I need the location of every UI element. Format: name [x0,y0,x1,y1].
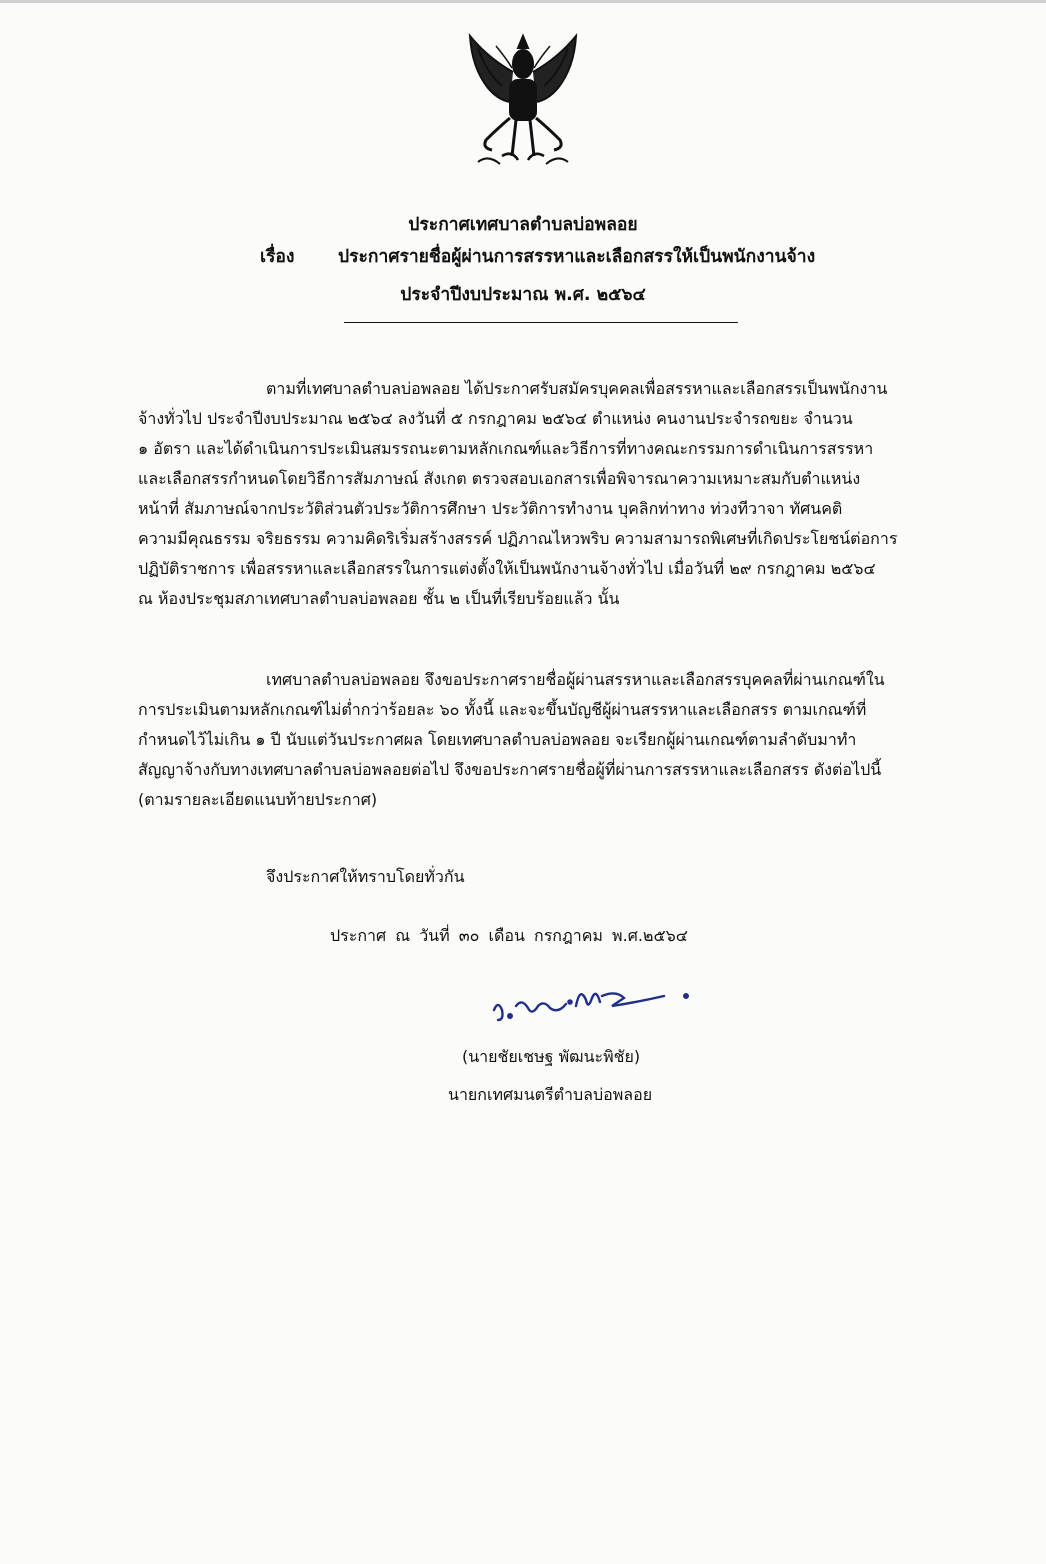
header-divider [344,322,738,323]
paragraph-line: และเลือกสรรกำหนดโดยวิธีการสัมภาษณ์ สังเกต ตรวจสอบเอกสารเพื่อพิจารณาความเหมาะสมกับตำแหน่ง [138,469,861,488]
signer-position: นายกเทศมนตรีตำบลบ่อพลอย [448,1085,653,1104]
signer-name: (นายชัยเชษฐ พัฒนะพิชัย) [462,1047,641,1066]
paragraph-line: ๑ อัตรา และได้ดำเนินการประเมินสมรรถนะตามหลักเกณฑ์และวิธีการที่ทางคณะกรรมการดำเนินการสรรหา [138,439,874,458]
scan-edge [0,0,1046,3]
paragraph-line: ความมีคุณธรรม จริยธรรม ความคิดริเริ่มสร้างสรรค์ ปฏิภาณไหวพริบ ความสามารถพิเศษที่เกิดประโยชน์ต่อการ [138,529,898,548]
paragraph-line: จ้างทั่วไป ประจำปีงบประมาณ ๒๕๖๔ ลงวันที่ ๕ กรกฎาคม ๒๕๖๔ ตำแหน่ง คนงานประจำรถขยะ จำนวน [138,409,853,428]
paragraph-line: หน้าที่ สัมภาษณ์จากประวัติส่วนตัวประวัติการศึกษา ประวัติการทำงาน บุคลิกท่าทาง ท่วงทีวาจา ทัศนคติ [138,499,843,518]
paragraph-line: เทศบาลตำบลบ่อพลอย จึงขอประกาศรายชื่อผู้ผ่านสรรหาและเลือกสรรบุคคลที่ผ่านเกณฑ์ใน [266,670,885,689]
garuda-emblem-icon [458,28,588,173]
paragraph-line: กำหนดไว้ไม่เกิน ๑ ปี นับแต่วันประกาศผล โดยเทศบาลตำบลบ่อพลอย จะเรียกผู้ผ่านเกณฑ์ตามลำดับมาทำ [138,730,857,749]
paragraph-line: ปฏิบัติราชการ เพื่อสรรหาและเลือกสรรในการแต่งตั้งให้เป็นพนักงานจ้างทั่วไป เมื่อวันที่ ๒๙ กรกฎาคม ๒๕๖๔ [138,559,876,578]
paragraph-line: สัญญาจ้างกับทางเทศบาลตำบลบ่อพลอยต่อไป จึงขอประกาศรายชื่อผู้ที่ผ่านการสรรหาและเลือกสรร ดังต่อไปนี้ [138,760,882,779]
subject-text: ประกาศรายชื่อผู้ผ่านการสรรหาและเลือกสรรให้เป็นพนักงานจ้าง [338,247,816,267]
notice-line: จึงประกาศให้ทราบโดยทั่วกัน [266,867,465,886]
paragraph-line: การประเมินตามหลักเกณฑ์ไม่ต่ำกว่าร้อยละ ๖๐ ทั้งนี้ และจะขึ้นบัญชีผู้ผ่านสรรหาและเลือกสรร ตามเกณฑ์ที่ [138,700,867,719]
subject-label: เรื่อง [260,247,295,267]
fiscal-year-line: ประจำปีงบประมาณ พ.ศ. ๒๕๖๔ [400,285,646,305]
paragraph-line: (ตามรายละเอียดแนบท้ายประกาศ) [138,790,378,809]
paragraph-line: ตามที่เทศบาลตำบลบ่อพลอย ได้ประกาศรับสมัครบุคคลเพื่อสรรหาและเลือกสรรเป็นพนักงาน [266,379,888,398]
paragraph-1 [138,374,950,614]
paragraph-line: ณ ห้องประชุมสภาเทศบาลตำบลบ่อพลอย ชั้น ๒ เป็นที่เรียบร้อยแล้ว นั้น [138,589,620,608]
organization-title: ประกาศเทศบาลตำบลบ่อพลอย [408,215,638,235]
date-line: ประกาศ ณ วันที่ ๓๐ เดือน กรกฎาคม พ.ศ.๒๕๖๔ [330,926,688,945]
paragraph-2 [138,665,950,815]
handwritten-signature [488,976,698,1036]
